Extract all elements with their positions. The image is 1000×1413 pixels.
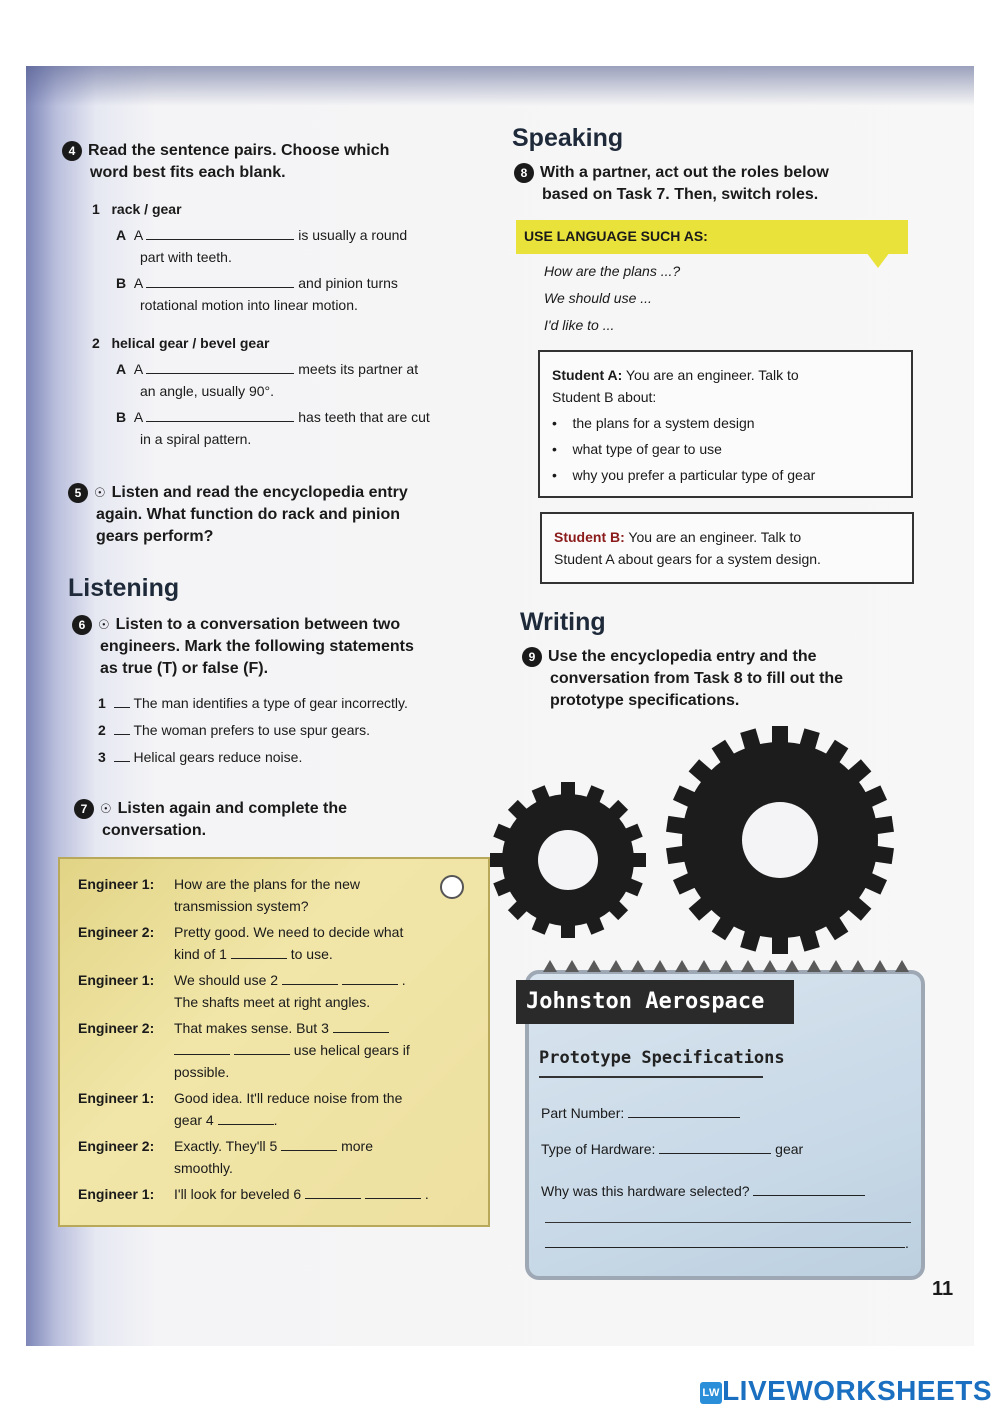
spiral-loop bbox=[895, 960, 909, 972]
spiral-loop bbox=[763, 960, 777, 972]
task4-item2-b: B A has teeth that are cut in a spiral pattern. bbox=[116, 409, 430, 447]
lw-badge-icon: LW bbox=[700, 1382, 722, 1404]
gears-illustration bbox=[488, 724, 918, 974]
spiral-loop bbox=[719, 960, 733, 972]
part-number-input[interactable] bbox=[628, 1103, 740, 1118]
blank-conv-3a[interactable] bbox=[333, 1018, 389, 1033]
task6-statement: 3 Helical gears reduce noise. bbox=[98, 749, 303, 765]
spiral-binding bbox=[529, 958, 921, 972]
blank-1a[interactable] bbox=[146, 225, 294, 240]
blank-conv-4[interactable] bbox=[218, 1110, 274, 1125]
spiral-loop bbox=[697, 960, 711, 972]
task8-instruction: 8 With a partner, act out the roles below based on Task 7. Then, switch roles. bbox=[514, 162, 934, 206]
why-input-3[interactable] bbox=[545, 1233, 905, 1248]
blank-conv-6b[interactable] bbox=[365, 1184, 421, 1199]
task4-item1-a: A A is usually a round part with teeth. bbox=[116, 227, 408, 265]
spiral-loop bbox=[565, 960, 579, 972]
language-band: USE LANGUAGE SUCH AS: bbox=[516, 220, 908, 254]
task6-statement: 1 The man identifies a type of gear incorrectly. bbox=[98, 695, 408, 711]
title-underline bbox=[539, 1076, 763, 1078]
task4-instruction: 4 Read the sentence pairs. Choose which word best fits each blank. bbox=[62, 140, 482, 184]
liveworksheets-logo: LWLIVEWORKSHEETS bbox=[700, 1375, 992, 1407]
tf-blank-3[interactable] bbox=[114, 747, 130, 762]
student-a-bullet: • the plans for a system design bbox=[552, 415, 755, 431]
hardware-type-input[interactable] bbox=[659, 1139, 771, 1154]
headphones-icon: ☉ bbox=[98, 617, 110, 632]
listening-heading: Listening bbox=[68, 574, 180, 602]
spiral-loop bbox=[631, 960, 645, 972]
task4-item1-b: B A and pinion turns rotational motion into linear motion. bbox=[116, 275, 398, 313]
task5-instruction: 5 ☉ Listen and read the encyclopedia entry again. What function do rack and pinion gears perform? bbox=[68, 482, 488, 548]
blank-conv-6a[interactable] bbox=[305, 1184, 361, 1199]
blank-conv-3c[interactable] bbox=[234, 1040, 290, 1055]
why-row: Why was this hardware selected? bbox=[541, 1180, 865, 1202]
page-number: 11 bbox=[932, 1278, 954, 1300]
blank-2a[interactable] bbox=[146, 359, 294, 374]
student-a-bullet: • what type of gear to use bbox=[552, 441, 722, 457]
student-b-card: Student B: You are an engineer. Talk to Student A about gears for a system design. bbox=[540, 512, 914, 584]
small-gear-icon bbox=[490, 782, 646, 938]
spiral-loop bbox=[785, 960, 799, 972]
spec-title: Prototype Specifications bbox=[539, 1048, 785, 1068]
spiral-loop bbox=[675, 960, 689, 972]
language-phrases: How are the plans ...? We should use ... I'd like to ... bbox=[544, 263, 681, 333]
headphones-icon: ☉ bbox=[100, 801, 112, 816]
task6-instruction: 6 ☉ Listen to a conversation between two engineers. Mark the following statements as true (T) or false (F). bbox=[72, 614, 492, 680]
task4-item1-title: 1 rack / gear bbox=[92, 201, 182, 217]
blank-2b[interactable] bbox=[146, 407, 294, 422]
spiral-loop bbox=[873, 960, 887, 972]
part-number-row: Part Number: bbox=[541, 1102, 740, 1124]
blank-conv-5[interactable] bbox=[281, 1136, 337, 1151]
tf-blank-2[interactable] bbox=[114, 720, 130, 735]
spiral-loop bbox=[807, 960, 821, 972]
company-banner: Johnston Aerospace bbox=[516, 980, 794, 1024]
task4-number: 4 bbox=[62, 141, 82, 161]
headphones-icon: ☉ bbox=[94, 485, 106, 500]
why-input-1[interactable] bbox=[753, 1181, 865, 1196]
task6-statement: 2 The woman prefers to use spur gears. bbox=[98, 722, 371, 738]
student-a-card: Student A: You are an engineer. Talk to Student B about: • the plans for a system design • what type of gear to use • why you prefer a particular type of gear bbox=[538, 350, 913, 498]
spiral-loop bbox=[609, 960, 623, 972]
blank-conv-1[interactable] bbox=[231, 944, 287, 959]
blank-conv-2b[interactable] bbox=[342, 970, 398, 985]
task7-instruction: 7 ☉ Listen again and complete the conversation. bbox=[74, 798, 494, 842]
spiral-loop bbox=[851, 960, 865, 972]
page-shadow bbox=[26, 66, 974, 106]
spiral-loop bbox=[543, 960, 557, 972]
why-input-2[interactable] bbox=[545, 1222, 911, 1223]
tf-blank-1[interactable] bbox=[114, 693, 130, 708]
task9-instruction: 9 Use the encyclopedia entry and the conversation from Task 8 to fill out the prototype specifications. bbox=[522, 646, 942, 712]
blank-conv-2a[interactable] bbox=[282, 970, 338, 985]
writing-heading: Writing bbox=[520, 608, 606, 636]
blank-1b[interactable] bbox=[146, 273, 294, 288]
conversation-note: Engineer 1: How are the plans for the new transmission system? Engineer 2: Pretty good. We need to decide what kind of 1 to use. Engineer 1: We should use 2 . The shafts meet at right angles. Engineer 2: That makes sense. But 3 use helical gears if possible. Engineer 1: Good idea. It'll reduce noise from the gear 4 . Engineer 2: Exactly. They'll 5 more smoothly. Engineer 1: I'll look for beveled 6 . bbox=[58, 857, 490, 1227]
hardware-type-row: Type of Hardware: gear bbox=[541, 1141, 804, 1157]
large-gear-icon bbox=[666, 726, 894, 954]
spiral-loop bbox=[653, 960, 667, 972]
band-pointer bbox=[866, 252, 890, 268]
task4-item2-a: A A meets its partner at an angle, usually 90°. bbox=[116, 361, 419, 399]
student-a-bullet: • why you prefer a particular type of gear bbox=[552, 467, 816, 483]
spiral-loop bbox=[741, 960, 755, 972]
blank-conv-3b[interactable] bbox=[174, 1040, 230, 1055]
task4-item2-title: 2 helical gear / bevel gear bbox=[92, 335, 270, 351]
spiral-loop bbox=[587, 960, 601, 972]
why-row-3: . bbox=[545, 1232, 915, 1254]
spiral-loop bbox=[829, 960, 843, 972]
speaking-heading: Speaking bbox=[512, 124, 624, 152]
